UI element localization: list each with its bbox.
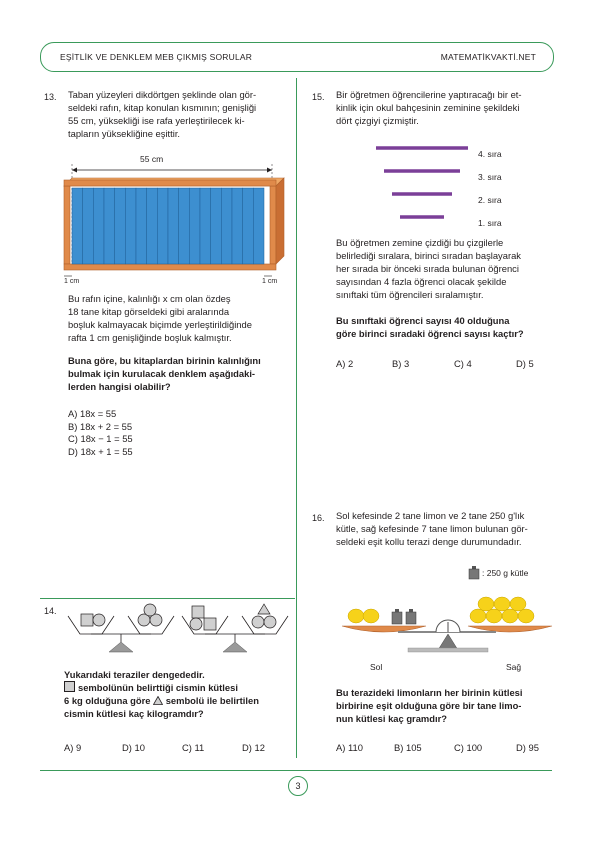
q13-question: Buna göre, bu kitaplardan birinin kalınlığını bulmak için kurulacak denklem aşağıdaki- lerden hangisi olabilir? bbox=[68, 355, 261, 392]
page-number: 3 bbox=[288, 776, 308, 796]
q15-option-a[interactable]: A) 2 bbox=[336, 358, 354, 369]
book bbox=[200, 188, 211, 264]
balance-scales-figure bbox=[64, 602, 290, 658]
row-label-4: 4. sıra bbox=[478, 149, 502, 159]
row-label-2: 2. sıra bbox=[478, 195, 502, 205]
q15-option-d[interactable]: D) 5 bbox=[516, 358, 534, 369]
footer-rule bbox=[40, 770, 552, 771]
row-label-1: 1. sıra bbox=[478, 218, 502, 228]
gap-right-label: 1 cm bbox=[262, 278, 278, 285]
weight-legend-icon bbox=[468, 566, 480, 580]
q16-option-b[interactable]: B) 105 bbox=[394, 742, 422, 753]
square-symbol-icon bbox=[64, 681, 75, 692]
q14-option-a[interactable]: A) 9 bbox=[64, 742, 82, 753]
q15-option-c[interactable]: C) 4 bbox=[454, 358, 472, 369]
q13-option-b[interactable]: B) 18x + 2 = 55 bbox=[68, 420, 133, 432]
book bbox=[104, 188, 115, 264]
q15-body: Bu öğretmen zemine çizdiği bu çizgilerle belirlediği sıralara, birinci sıradan başlayarak her sırada bir önceki sırada bulunan öğrenci sayısından 4 fazla öğrenci olacak şekilde sınıftaki tüm öğrencileri sıralamıştır. bbox=[336, 237, 521, 300]
q15-option-b[interactable]: B) 3 bbox=[392, 358, 410, 369]
q16-option-c[interactable]: C) 100 bbox=[454, 742, 483, 753]
book bbox=[211, 188, 222, 264]
lemon-balance-figure bbox=[338, 586, 556, 660]
book bbox=[232, 188, 243, 264]
book bbox=[125, 188, 136, 264]
q14-number: 14. bbox=[44, 606, 57, 616]
book bbox=[93, 188, 104, 264]
q13-option-a[interactable]: A) 18x = 55 bbox=[68, 408, 117, 419]
rows-figure bbox=[370, 140, 480, 224]
q16-question: Bu terazideki limonların her birinin kütlesi birbirine eşit olduğuna göre bir tane limo- nun kütlesi kaç gramdır? bbox=[336, 687, 523, 724]
book bbox=[179, 188, 190, 264]
column-divider bbox=[296, 78, 297, 758]
book bbox=[253, 188, 264, 264]
book bbox=[168, 188, 179, 264]
header-website: MATEMATİKVAKTİ.NET bbox=[440, 52, 536, 62]
row-label-3: 3. sıra bbox=[478, 172, 502, 182]
book bbox=[72, 188, 83, 264]
gap-left-label: 1 cm bbox=[64, 278, 80, 285]
book bbox=[243, 188, 254, 264]
book bbox=[115, 188, 126, 264]
book bbox=[136, 188, 147, 264]
shelf-figure bbox=[62, 150, 288, 290]
q16-number: 16. bbox=[312, 513, 325, 523]
row-labels bbox=[478, 143, 502, 235]
q13-options bbox=[68, 408, 133, 458]
scale-2 bbox=[182, 604, 288, 652]
header-title: EŞİTLİK VE DENKLEM MEB ÇIKMIŞ SORULAR bbox=[60, 52, 253, 62]
book bbox=[221, 188, 232, 264]
book bbox=[147, 188, 158, 264]
book bbox=[157, 188, 168, 264]
q14-option-b[interactable]: D) 10 bbox=[122, 742, 145, 753]
scale-1 bbox=[68, 604, 174, 652]
q13-option-c[interactable]: C) 18x − 1 = 55 bbox=[68, 433, 133, 444]
q13-intro: Taban yüzeyleri dikdörtgen şeklinde olan gör- seldeki rafın, kitap konulan kısmının; genişliği 55 cm, yüksekliği ise rafa yerleştirilecek ki- tapların yüksekliğine eşittir. bbox=[68, 89, 257, 139]
q15-number: 15. bbox=[312, 92, 325, 102]
q14-option-d[interactable]: D) 12 bbox=[242, 742, 265, 753]
right-pan-label: Sağ bbox=[506, 662, 522, 672]
q13-body: Bu rafın içine, kalınlığı x cm olan özdeş 18 tane kitap görseldeki gibi aralarında boşluk kalmayacak biçimde yerleştirildiğinde rafta 1 cm genişliğinde boşluk kalmıştır. bbox=[68, 293, 252, 343]
q14-text: Yukarıdaki teraziler dengededir. sembolünün belirttiği cismin kütlesi 6 kg olduğuna göre sembolü ile belirtilen cismin kütlesi kaç kilogramdır? bbox=[64, 669, 259, 719]
q13-option-d[interactable]: D) 18x + 1 = 55 bbox=[68, 445, 133, 457]
q15-intro: Bir öğretmen öğrencilerine yaptıracağı bir et- kinlik için okul bahçesinin zeminine şekildeki dört çizgiyi çizmiştir. bbox=[336, 89, 522, 126]
left-pan-label: Sol bbox=[370, 662, 383, 672]
shelf-width-label: 55 cm bbox=[140, 154, 164, 164]
left-section-divider bbox=[40, 598, 295, 599]
q13-number: 13. bbox=[44, 92, 57, 102]
books-row bbox=[72, 188, 264, 264]
q14-option-c[interactable]: C) 11 bbox=[182, 742, 205, 753]
weight-legend-text: : 250 g kütle bbox=[482, 568, 529, 578]
q16-option-a[interactable]: A) 110 bbox=[336, 742, 363, 753]
q15-question: Bu sınıftaki öğrenci sayısı 40 olduğuna göre birinci sıradaki öğrenci sayısı kaçtır? bbox=[336, 315, 524, 339]
book bbox=[83, 188, 94, 264]
book bbox=[189, 188, 200, 264]
q16-option-d[interactable]: D) 95 bbox=[516, 742, 539, 753]
triangle-symbol-icon bbox=[153, 696, 163, 705]
q16-intro: Sol kefesinde 2 tane limon ve 2 tane 250 g'lık kütle, sağ kefesinde 7 tane limon bulunan gör- seldeki eşit kollu terazi denge durumundadır. bbox=[336, 510, 528, 547]
